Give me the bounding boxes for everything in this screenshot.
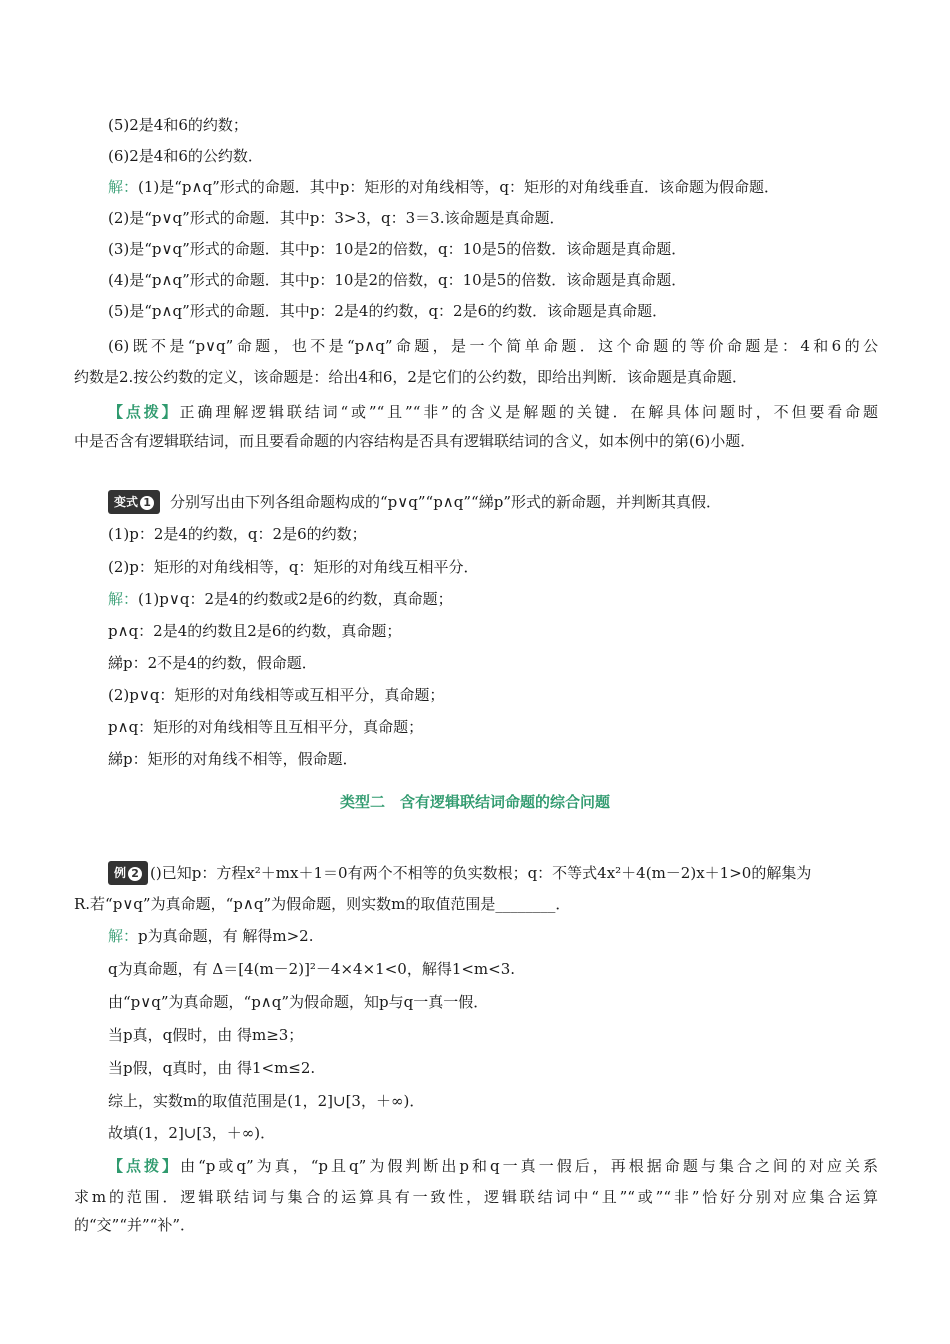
tip-label: 【点拨】 [108,403,180,421]
tip-paragraph [108,397,878,428]
text-line: (4)是“p∧q”形式的命题．其中p：10是2的倍数，q：10是5的倍数．该命题是真命题． [108,271,687,289]
text-line: 当p假，q真时，由 得1<m≤2. [108,1059,316,1077]
text-line: 綈p：矩形的对角线不相等，假命题． [108,750,358,768]
solution-line [108,925,314,947]
answer-label: 解： [108,590,139,608]
paragraph [74,1182,878,1213]
text-line: (2)p：矩形的对角线相等，q：矩形的对角线互相平分． [108,558,479,576]
answer-text: (1)是“p∧q”形式的命题．其中p：矩形的对角线相等，q：矩形的对角线垂直．该命题为假命题． [138,178,779,196]
solution-line [108,588,453,610]
answer-label: 解： [108,927,139,945]
answer-text: p为真命题，有 解得m>2. [138,927,314,945]
variant-line [108,490,721,514]
text-line: 故填(1，2]∪[3，＋∞)． [108,1124,276,1142]
text-line: 当p真，q假时，由 得m≥3； [108,1026,304,1044]
text-line: 综上，实数m的取值范围是(1，2]∪[3，＋∞)． [108,1092,425,1110]
solution-line [108,176,779,198]
answer-text: (1)p∨q：2是4的约数或2是6的约数，真命题； [138,590,453,608]
answer-label: 解： [108,178,139,196]
example-line [108,861,811,885]
text-line: (5)是“p∧q”形式的命题．其中p：2是4的约数，q：2是6的约数．该命题是真命题． [108,302,668,320]
text-line: (2)是“p∨q”形式的命题．其中p：3>3，q：3＝3.该命题是真命题． [108,209,565,227]
section-heading: 类型二 含有逻辑联结词命题的综合问题 [339,793,610,811]
text-line: 綈p：2不是4的约数，假命题． [108,654,317,672]
text-line: (2)p∨q：矩形的对角线相等或互相平分，真命题； [108,686,445,704]
text-line: (3)是“p∨q”形式的命题．其中p：10是2的倍数，q：10是5的倍数．该命题是真命题． [108,240,687,258]
example-badge: 例 2 [108,861,148,885]
text-line: (6)既不是“p∨q”命题，也不是“p∧q”命题，是一个简单命题．这个命题的等价命题是：4和6的公 [108,337,878,355]
text-line: 求m的范围．逻辑联结词与集合的运算具有一致性，逻辑联结词中“且”“或”“非”恰好分别对应集合运算 [74,1188,878,1206]
variant-badge: 变式 1 [108,490,160,514]
paragraph [108,331,878,362]
text-line: 由“p或q”为真，“p且q”为假判断出p和q一真一假后，再根据命题与集合之间的对应关系 [180,1157,878,1175]
tip-paragraph [108,1151,878,1182]
example-text: ()已知p：方程x²＋mx＋1＝0有两个不相等的负实数根；q：不等式4x²＋4(m－2)x＋1>0的解集为 [150,864,812,882]
variant-text: 分别写出由下列各组命题构成的“p∨q”“p∧q”“綈p”形式的新命题，并判断其真假． [170,493,721,511]
tip-label: 【点拨】 [108,1157,181,1175]
text-line: (5)2是4和6的约数； [108,116,248,134]
text-line: p∧q：矩形的对角线相等且互相平分，真命题； [108,718,424,736]
text-line: 约数是2.按公约数的定义，该命题是：给出4和6，2是它们的公约数，即给出判断．该命题是真命题． [74,368,747,386]
text-line: 由“p∨q”为真命题，“p∧q”为假命题，知p与q一真一假． [108,993,489,1011]
text-line: q为真命题，有 Δ＝[4(m－2)]²－4×4×1<0，解得1<m<3. [108,960,516,978]
text-line: 的“交”“并”“补”． [74,1216,196,1234]
text-line: R.若“p∨q”为真命题，“p∧q”为假命题，则实数m的取值范围是________． [74,895,571,913]
text-line: p∧q：2是4的约数且2是6的约数，真命题； [108,622,402,640]
text-line: 中是否含有逻辑联结词，而且要看命题的内容结构是否具有逻辑联结词的含义，如本例中的第(6)小题． [74,432,756,450]
text-line: (6)2是4和6的公约数． [108,147,263,165]
text-line: 正确理解逻辑联结词“或”“且”“非”的含义是解题的关键．在解具体问题时，不但要看命题 [179,403,878,421]
text-line: (1)p：2是4的约数，q：2是6的约数； [108,525,367,543]
